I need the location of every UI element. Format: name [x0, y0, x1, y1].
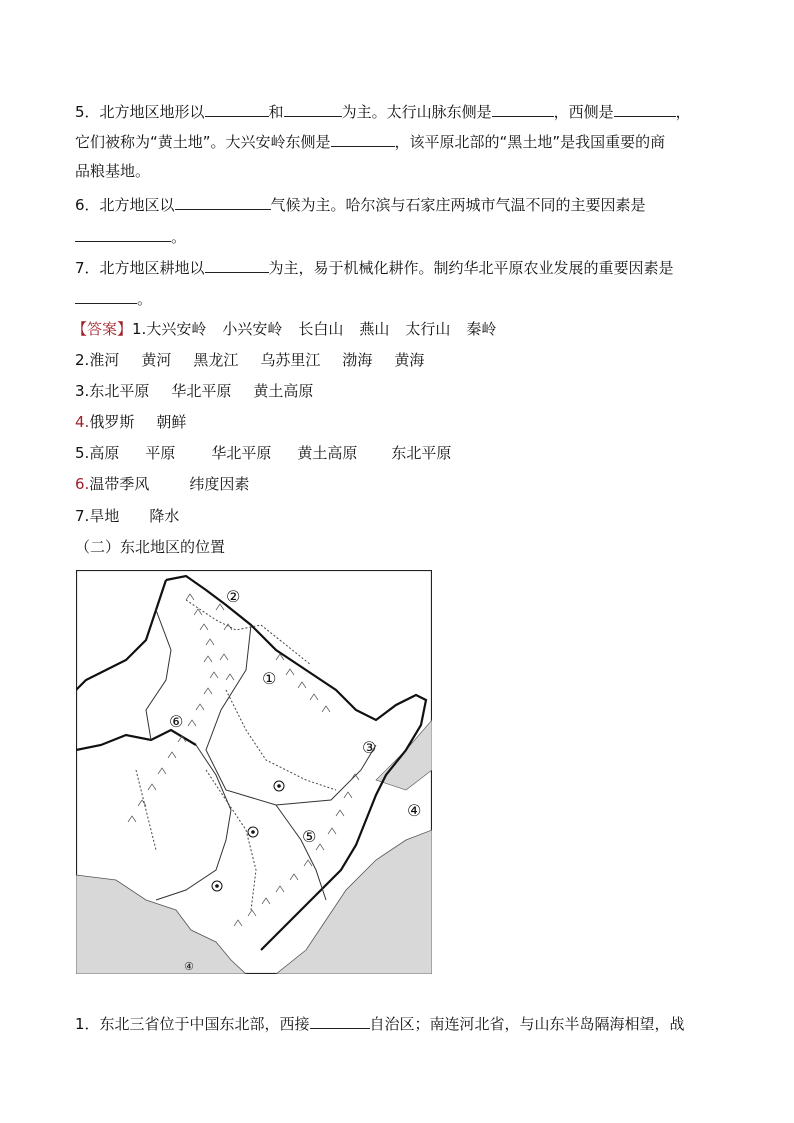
blank-field[interactable]: [284, 100, 342, 117]
answer-item: 温带季风: [89, 475, 150, 493]
city-marker: [274, 781, 284, 791]
map-label-6: ⑥: [169, 712, 184, 731]
answer-item: 小兴安岭: [222, 320, 283, 338]
question-7-line-2: [75, 287, 152, 310]
answer-number: 2.: [75, 351, 90, 369]
answer-item: 平原: [145, 444, 176, 462]
answer-item: 黑龙江: [193, 351, 239, 369]
blank-field[interactable]: [331, 130, 395, 147]
question-6-line-2: [75, 225, 186, 248]
northeast-china-map: [76, 570, 432, 974]
answer-item: 高原: [89, 444, 120, 462]
answer-item: 东北平原: [391, 444, 452, 462]
answer-item: 燕山: [359, 320, 390, 338]
q6-text: 6．北方地区以: [75, 196, 175, 214]
answer-item: 纬度因素: [189, 475, 250, 493]
answer-item: 黄土高原: [297, 444, 358, 462]
answer-line-3: [75, 380, 313, 402]
answer-number: 1.: [132, 320, 147, 338]
q6-text: 气候为主。哈尔滨与石家庄两城市气温不同的主要因素是: [270, 196, 646, 214]
answer-line-1: [72, 318, 496, 340]
q5-text: 为主。太行山脉东侧是: [341, 103, 492, 121]
answer-item: 太行山: [405, 320, 451, 338]
answer-line-7: [75, 505, 179, 527]
answer-number: 6.: [75, 475, 90, 493]
question-6-line-1: [75, 193, 646, 216]
answer-item: 华北平原: [171, 382, 232, 400]
answer-item: 黄土高原: [253, 382, 314, 400]
question-7-line-1: [75, 256, 674, 279]
answer-item: 朝鲜: [156, 413, 187, 431]
q5-text: ，: [675, 103, 691, 121]
section-title: （二）东北地区的位置: [75, 538, 226, 556]
answer-item: 长白山: [298, 320, 344, 338]
blank-field[interactable]: [175, 193, 271, 210]
answer-tag: 【答案】: [72, 320, 133, 338]
blank-field[interactable]: [75, 225, 171, 242]
q5-text: ，该平原北部的“黑土地”是我国重要的商: [394, 133, 666, 151]
answer-line-2: [75, 349, 424, 371]
q7-text: 。: [137, 290, 153, 308]
map-label-4: ④: [407, 801, 422, 820]
question-5-line-1: [75, 100, 691, 123]
answer-item: 华北平原: [211, 444, 272, 462]
q1-text: 自治区；南连河北省，与山东半岛隔海相望，战: [369, 1015, 685, 1033]
answer-number: 4.: [75, 413, 90, 431]
q6-text: 。: [171, 228, 187, 246]
q1-text: 1．东北三省位于中国东北部，西接: [75, 1015, 310, 1033]
city-marker: [248, 827, 258, 837]
map-label-5: ⑤: [302, 827, 317, 846]
answer-item: 淮河: [89, 351, 120, 369]
answer-line-5: [75, 442, 451, 464]
q5-text: 它们被称为“黄土地”。大兴安岭东侧是: [75, 133, 331, 151]
blank-field[interactable]: [205, 256, 269, 273]
q7-text: 为主，易于机械化耕作。制约华北平原农业发展的重要因素是: [268, 259, 674, 277]
q5-text: 品粮基地。: [75, 162, 151, 180]
answer-item: 渤海: [342, 351, 373, 369]
blank-field[interactable]: [492, 100, 554, 117]
q5-text: 5．北方地区地形以: [75, 103, 205, 121]
blank-field[interactable]: [205, 100, 269, 117]
answer-line-4: [75, 411, 186, 433]
answer-number: 7.: [75, 507, 90, 525]
map-label-3: ③: [362, 738, 377, 757]
blank-field[interactable]: [75, 287, 137, 304]
answer-item: 俄罗斯: [89, 413, 135, 431]
answer-item: 黄海: [394, 351, 425, 369]
answer-item: 降水: [149, 507, 180, 525]
city-marker: [212, 881, 222, 891]
blank-field[interactable]: [310, 1012, 370, 1029]
question-5-line-2: [75, 130, 665, 153]
q5-text: 和: [268, 103, 284, 121]
answer-item: 东北平原: [89, 382, 150, 400]
map-label-4-small: ④: [184, 960, 194, 973]
answer-item: 黄河: [141, 351, 172, 369]
q5-text: ，西侧是: [553, 103, 614, 121]
answer-item: 旱地: [89, 507, 120, 525]
map-label-1: ①: [262, 669, 277, 688]
answer-line-6: [75, 473, 249, 495]
answer-number: 3.: [75, 382, 90, 400]
answer-number: 5.: [75, 444, 90, 462]
answer-item: 大兴安岭: [146, 320, 207, 338]
question-1-line-1: [75, 1012, 685, 1035]
map-label-2: ②: [226, 587, 241, 606]
blank-field[interactable]: [614, 100, 676, 117]
q7-text: 7．北方地区耕地以: [75, 259, 205, 277]
answer-item: 秦岭: [466, 320, 497, 338]
question-5-line-3: [75, 160, 150, 182]
answer-item: 乌苏里江: [260, 351, 321, 369]
